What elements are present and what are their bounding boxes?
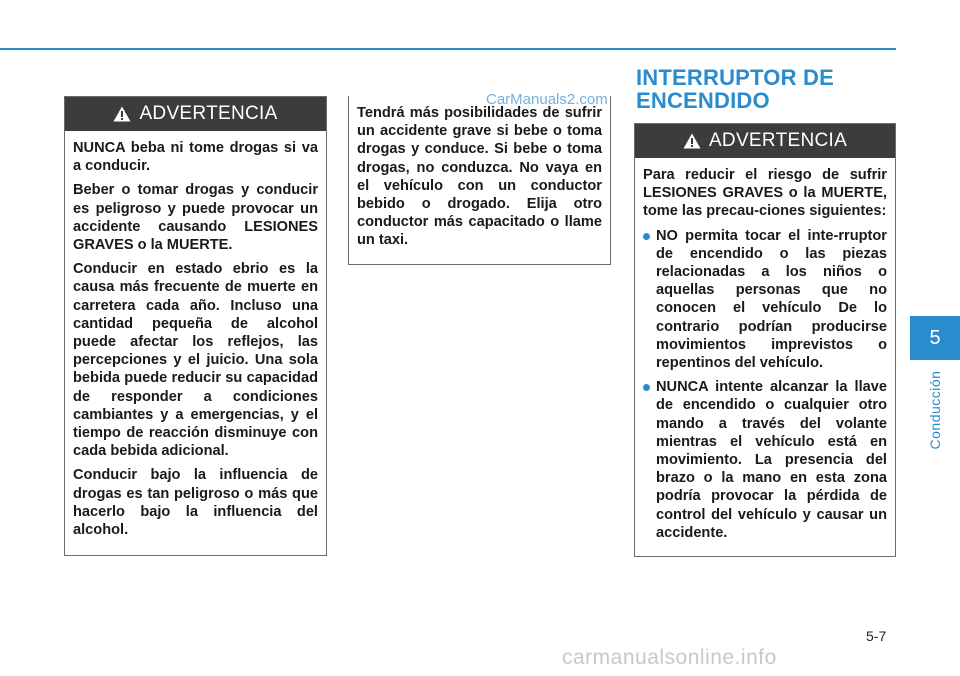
warning-body (349, 96, 610, 250)
warning-intro: Para reducir el riesgo de sufrir LESIONES GRAVES o la MUERTE, tome las precau-ciones siguientes: (643, 167, 887, 220)
warning-paragraph: Tendrá más posibilidades de sufrir un accidente grave si bebe o toma drogas y conduce. Si bebe o toma drogas, no conduzca. No vaya en el vehículo con un conductor bebido o drogado. Elija otro conductor más capacitado o llame un taxi. (357, 105, 602, 249)
warning-header (65, 97, 326, 131)
warning-paragraph: Conducir en estado ebrio es la causa más frecuente de muerte en carretera cada año. Incluso una cantidad pequeña de alcohol puede afectar los reflejos, las percepciones y el juicio. Una sola bebida puede reducir su capacidad de responder a condiciones cambiantes y a emergencias, y el tiempo de reacción disminuye con cada bebida adicional. (73, 261, 318, 460)
chapter-tab: 5 (910, 316, 960, 360)
warning-box-left (64, 96, 327, 556)
warning-triangle-icon (113, 106, 131, 122)
warning-box-right (634, 123, 896, 557)
page-number: 5-7 (866, 628, 887, 644)
warning-body (65, 131, 326, 539)
warning-paragraph: Conducir bajo la influencia de drogas es tan peligroso o más que hacerlo bajo la influencia del alcohol. (73, 467, 318, 539)
watermark-bottom: carmanualsonline.info (562, 646, 777, 669)
warning-body (635, 158, 895, 542)
warning-bullet: NUNCA intente alcanzar la llave de encendido o cualquier otro mando a través del volante mientras el vehículo está en movimiento. La presencia del brazo o la mano en esta zona podría provocar la pérdida de control del vehículo y causar un accidente. (643, 378, 887, 542)
warning-box-continued (348, 96, 611, 265)
warning-paragraph: NUNCA beba ni tome drogas si va a conducir. (73, 140, 318, 175)
warning-triangle-icon (683, 133, 701, 149)
warning-bullet: NO permita tocar el inte-rruptor de encendido o las piezas relacionadas a los niños o aquellas personas que no conocen el vehículo De lo contrario podrían producirse movimientos imprevistos o repentinos del vehículo. (643, 227, 887, 373)
top-rule (0, 48, 896, 50)
chapter-name: Conducción (927, 370, 943, 450)
section-title: INTERRUPTOR DE ENCENDIDO (636, 65, 834, 113)
warning-paragraph: Beber o tomar drogas y conducir es peligroso y puede provocar un accidente causando LESIONES GRAVES o la MUERTE. (73, 182, 318, 254)
warning-bullet-list (643, 227, 887, 542)
watermark-top: CarManuals2.com (486, 91, 608, 108)
warning-header-label: ADVERTENCIA (139, 103, 278, 124)
warning-header (635, 124, 895, 158)
warning-header-label: ADVERTENCIA (708, 130, 848, 151)
